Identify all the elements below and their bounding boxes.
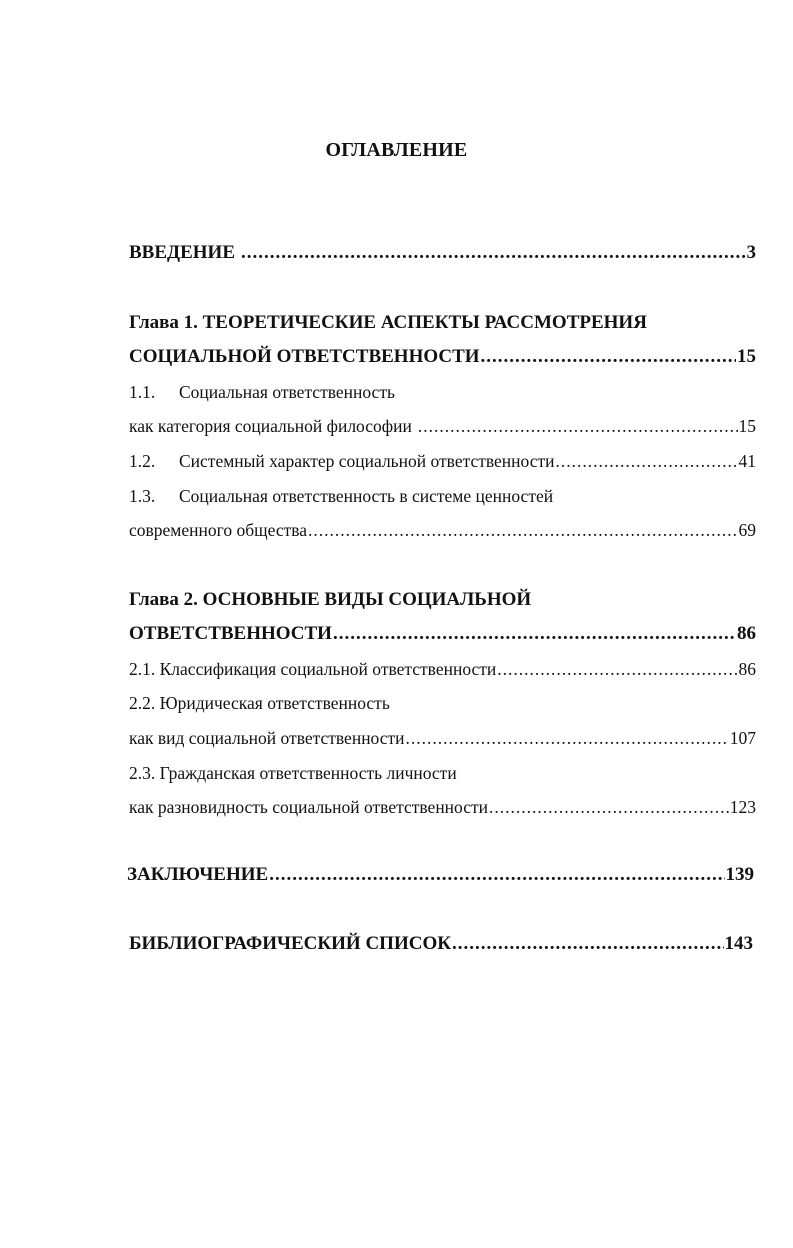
section-title: Системный характер социальной ответственности	[179, 451, 555, 471]
page-number: 3	[746, 242, 756, 263]
dot-leader	[308, 517, 737, 543]
section-2-2-line1: 2.2. Юридическая ответственность	[129, 693, 390, 713]
chapter1-title-line2: СОЦИАЛЬНОЙ ОТВЕТСТВЕННОСТИ	[129, 346, 480, 367]
section-title: Социальная ответственность в системе ценностей	[179, 486, 554, 506]
toc-entry-bibliography[interactable]	[129, 931, 753, 957]
section-number: 1.1.	[129, 382, 156, 402]
dot-leader	[333, 621, 736, 647]
dot-leader	[481, 344, 736, 370]
section-1-1-line1	[129, 379, 756, 405]
dot-leader	[418, 413, 738, 439]
toc-entry-label: БИБЛИОГРАФИЧЕСКИЙ СПИСОК	[129, 933, 452, 954]
toc-entry-label: ВВЕДЕНИЕ	[129, 242, 235, 263]
page-number: 107	[729, 728, 756, 748]
toc-entry-section-1-1[interactable]	[129, 413, 756, 439]
dot-leader	[406, 725, 729, 751]
dot-leader	[241, 240, 746, 266]
section-title: 2.1. Классификация социальной ответственности	[129, 659, 497, 679]
chapter1-title-line1: Глава 1. ТЕОРЕТИЧЕСКИЕ АСПЕКТЫ РАССМОТРЕНИЯ	[129, 312, 647, 333]
page-number: 143	[724, 933, 753, 954]
dot-leader	[497, 656, 737, 682]
dot-leader	[269, 862, 724, 888]
section-title-line2: как разновидность социальной ответственности	[129, 797, 489, 817]
section-number: 1.3.	[129, 486, 156, 506]
page-title: ОГЛАВЛЕНИЕ	[325, 139, 468, 161]
page-number: 86	[737, 623, 756, 644]
section-title-line2: как категория социальной философии	[129, 416, 412, 436]
toc-entry-section-1-3[interactable]	[129, 517, 756, 543]
section-number: 1.2.	[129, 451, 156, 471]
toc-entry-chapter2[interactable]	[129, 621, 756, 647]
chapter2-title-line1: Глава 2. ОСНОВНЫЕ ВИДЫ СОЦИАЛЬНОЙ	[129, 589, 532, 610]
section-title: Социальная ответственность	[179, 382, 395, 402]
toc-entry-section-1-2[interactable]	[129, 448, 756, 474]
dot-leader	[556, 448, 738, 474]
dot-leader	[489, 794, 729, 820]
toc-entry-chapter1[interactable]	[129, 344, 756, 370]
toc-entry-conclusion[interactable]	[127, 862, 754, 888]
section-line	[129, 448, 555, 474]
chapter2-title-line2: ОТВЕТСТВЕННОСТИ	[129, 623, 332, 644]
page-number: 69	[738, 520, 756, 540]
page-number: 139	[725, 864, 754, 885]
page-number: 86	[738, 659, 756, 679]
section-2-3-line1: 2.3. Гражданская ответственность личности	[129, 763, 457, 783]
section-title-line2: как вид социальной ответственности	[129, 728, 405, 748]
page-number: 123	[729, 797, 756, 817]
toc-entry-intro[interactable]	[129, 240, 756, 266]
page-number: 15	[738, 416, 756, 436]
dot-leader	[452, 931, 723, 957]
page-number: 15	[737, 346, 756, 367]
toc-entry-label: ЗАКЛЮЧЕНИЕ	[127, 864, 269, 885]
toc-entry-section-2-1[interactable]	[129, 656, 756, 682]
section-1-3-line1	[129, 483, 756, 509]
section-title-line2: современного общества	[129, 520, 308, 540]
toc-entry-section-2-3[interactable]	[129, 794, 756, 820]
toc-entry-section-2-2[interactable]	[129, 725, 756, 751]
page-number: 41	[738, 451, 756, 471]
